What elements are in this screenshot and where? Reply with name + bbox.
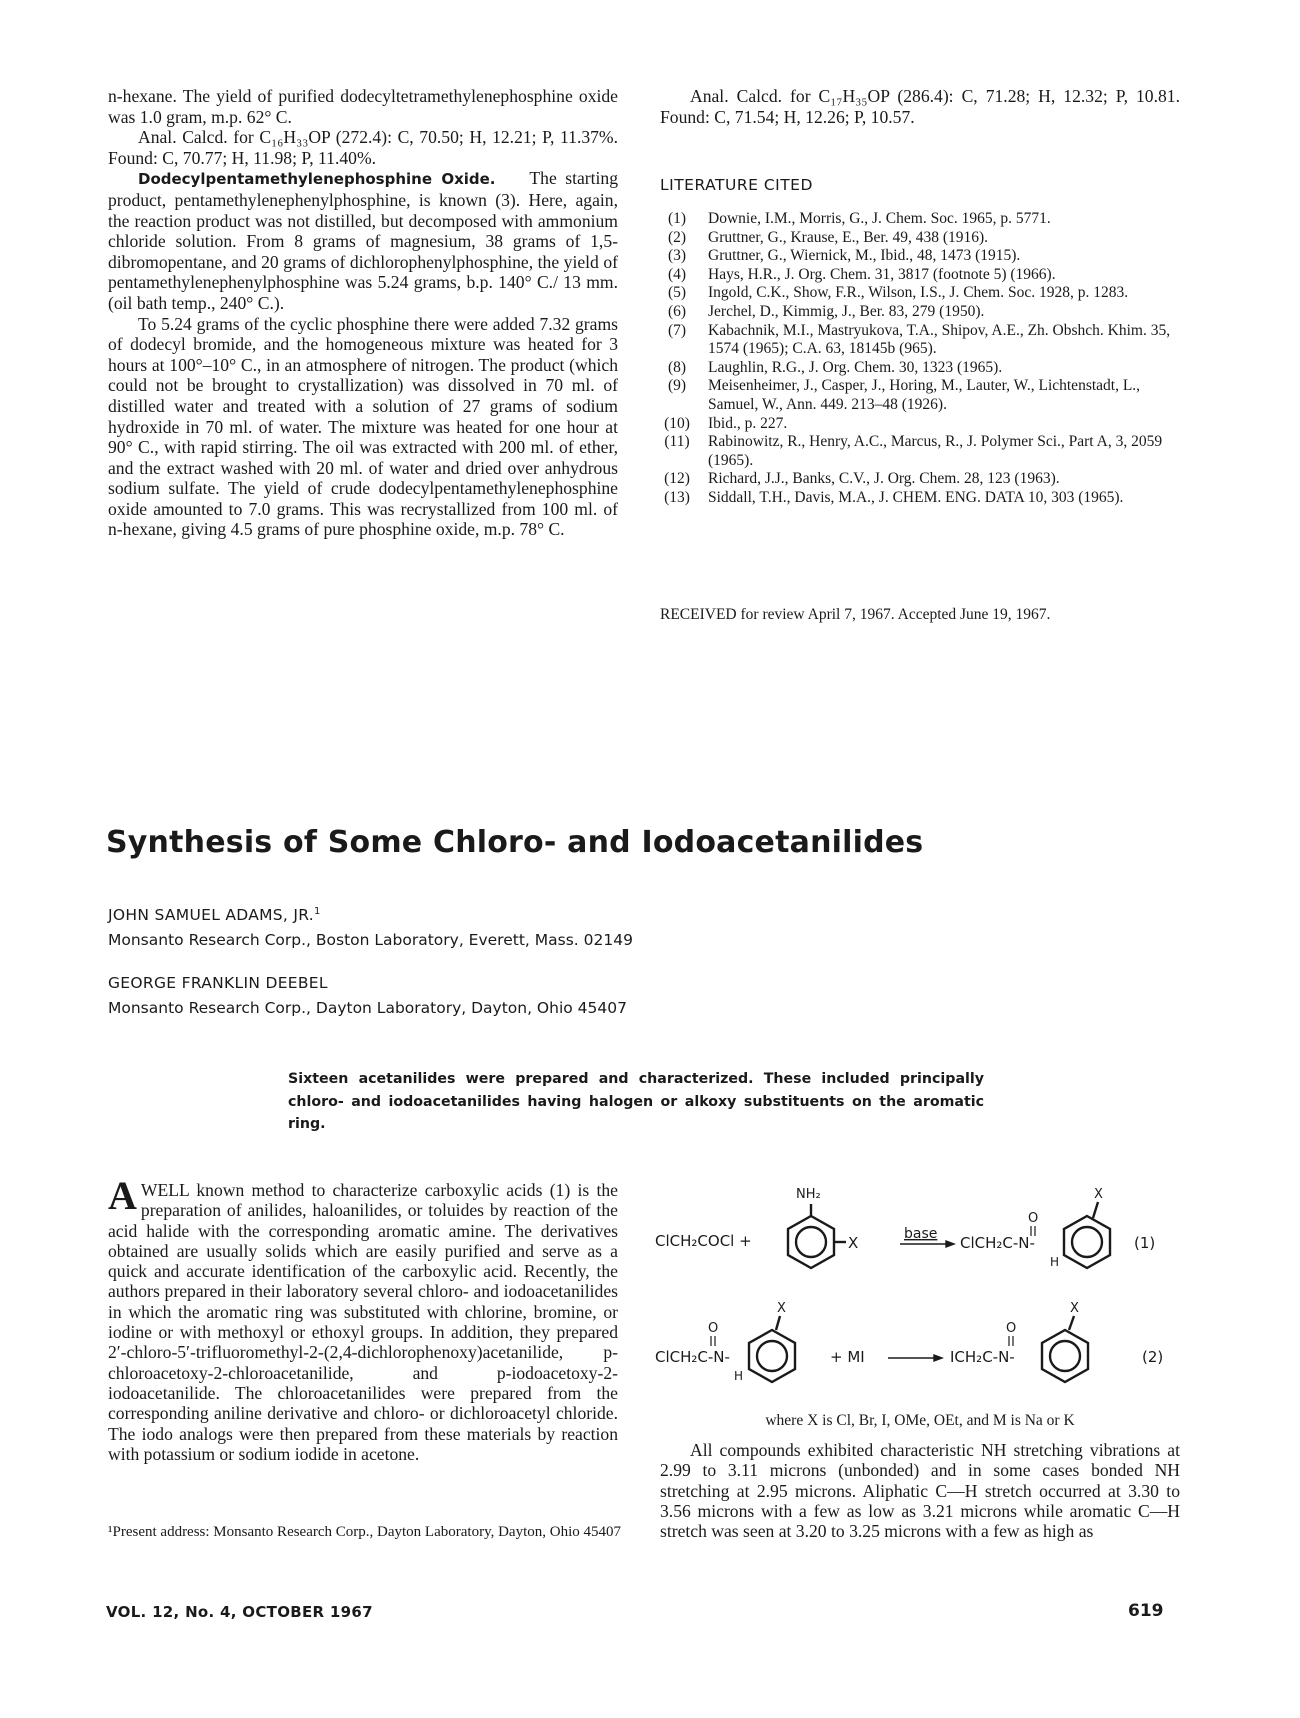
reference-number: (2): [667, 228, 687, 246]
paragraph-pentamethylene-body: The starting product, pentamethylenephenylphosphine, is known (3). Here, again, the reaction product was not distilled, but decomposed with ammonium chloride solution. From 8 grams of magnesium, 38 grams of 1,5-dibromopentane, and 20 grams of dichlorophenylphosphine, the yield of pentamethylenephenylphosphine was 5.24 grams, b.p. 140° C./ 13 mm. (oil bath temp., 240° C.).: [108, 168, 619, 313]
intro-column: [108, 1173, 618, 1464]
benzene-ring-4: [1042, 1316, 1088, 1382]
ir-paragraph-column: [660, 1440, 1180, 1541]
r2-equation-number: (2): [1142, 1348, 1164, 1366]
reference-item: [660, 229, 1180, 248]
author-2: GEORGE FRANKLIN DEEBEL: [108, 974, 328, 992]
reference-number: (8): [667, 358, 687, 376]
reference-number: (4): [667, 265, 687, 283]
reference-text: Gruttner, G., Krause, E., Ber. 49, 438 (1916).: [708, 228, 989, 246]
received-note: RECEIVED for review April 7, 1967. Accepted June 19, 1967.: [660, 606, 1051, 623]
reference-text: Rabinowitz, R., Henry, A.C., Marcus, R., J. Polymer Sci., Part A, 3, 2059 (1965).: [708, 433, 1163, 469]
r2-arrow: [888, 1355, 942, 1361]
footnote: ¹Present address: Monsanto Research Corp., Dayton Laboratory, Dayton, Ohio 45407: [108, 1524, 622, 1540]
scheme-caption: where X is Cl, Br, I, OMe, OEt, and M is Na or K: [765, 1412, 1075, 1429]
paragraph-cyclic-phosphine: To 5.24 grams of the cyclic phosphine there were added 7.32 grams of dodecyl bromide, and the homogeneous mixture was heated for 3 hours at 100°–10° C., in an atmosphere of nitrogen. The product (which could not be brought to crystallization) was dissolved in 70 ml. of distilled water and treated with a solution of 27 grams of sodium hydroxide in 70 ml. of water. The mixture was heated for one hour at 90° C., with rapid stirring. The oil was extracted with 200 ml. of ether, and the extract washed with 20 ml. of water and dried over anhydrous sodium sulfate. The yield of crude dodecylpentamethylenephosphine oxide amounted to 7.0 grams. This was recrystallized from 100 ml. of n-hexane, giving 4.5 grams of pure phosphine oxide, m.p. 78° C.: [108, 313, 618, 540]
r1-reactant: ClCH₂COCl +: [655, 1232, 752, 1250]
r2-product: ICH₂C-N-: [950, 1348, 1015, 1366]
paragraph-analysis-2: Anal. Calcd. for C₁₇H₃₅OP (286.4): C, 71.28; H, 12.32; P, 10.81. Found: C, 71.54; H, 12.26; P, 10.57.: [660, 86, 1180, 127]
reference-number: (9): [667, 377, 687, 395]
reference-text: Ingold, C.K., Show, F.R., Wilson, I.S., J. Chem. Soc. 1928, p. 1283.: [708, 284, 1129, 302]
r2-double-bond: [711, 1336, 715, 1346]
reference-item: [660, 359, 1180, 378]
r2-product-oxygen: O: [1006, 1321, 1017, 1336]
r2-plus-mi: + MI: [830, 1348, 865, 1366]
r2-reactant: ClCH₂C-N-: [655, 1348, 730, 1366]
reference-item: [660, 470, 1180, 489]
reference-number: (3): [667, 247, 687, 265]
reference-item: [660, 284, 1180, 303]
r1-equation-number: (1): [1134, 1234, 1156, 1252]
intro-text: WELL known method to characterize carboxylic acids (1) is the preparation of anilides, haloanilides, or toluides by reaction of the acid halide with the corresponding aromatic amine. The derivatives obtained are usually solids which are easily purified and serve as a quick and accurate identification of the carboxylic acid. Recently, the authors prepared in their laboratory several chloro- and iodoacetanilides in which the aromatic ring was substituted with chlorine, bromine, or iodine or with methoxyl or ethoxyl groups. In addition, they prepared 2′-chloro-5′-trifluoromethyl-2-(2,4-dichlorophenoxy)acetanilide, p-chloroacetoxy-2-chloroacetanilide, and p-iodoacetoxy-2-iodoacetanilide. The chloroacetanilides were prepared from the corresponding aniline derivative and chloro- or dichloroacetyl chloride. The iodo analogs were then prepared from these materials by reaction with potassium or sodium iodide in acetone.: [108, 1180, 618, 1464]
reference-text: Downie, I.M., Morris, G., J. Chem. Soc. 1965, p. 5771.: [708, 210, 1051, 227]
reference-text: Gruttner, G., Wiernick, M., Ibid., 48, 1473 (1915).: [708, 247, 1021, 265]
abstract: Sixteen acetanilides were prepared and characterized. These included principally chloro- and iodoacetanilides having halogen or alkoxy substituents on the aromatic ring.: [288, 1071, 984, 1132]
affiliation-1: Monsanto Research Corp., Boston Laboratory, Everett, Mass. 02149: [108, 931, 633, 949]
reference-item: [660, 322, 1180, 359]
page-number: 619: [1128, 1601, 1164, 1621]
reference-item: [660, 433, 1180, 470]
reference-number: (11): [664, 433, 690, 451]
intro-paragraph: [108, 1173, 618, 1464]
paragraph-analysis-1: Anal. Calcd. for C₁₆H₃₃OP (272.4): C, 70.50; H, 12.21; P, 11.37%. Found: C, 70.77; H, 11.98; P, 11.40%.: [108, 127, 618, 168]
reference-number: (1): [667, 210, 687, 227]
reference-number: (7): [667, 321, 687, 339]
benzene-ring-2: [1064, 1202, 1110, 1268]
paragraph-hexane-yield: n-hexane. The yield of purified dodecyltetramethylenephosphine oxide was 1.0 gram, m.p. 62° C.: [108, 86, 618, 127]
run-in-heading: Dodecylpentamethylenephosphine Oxide.: [138, 170, 496, 189]
reference-list: [660, 210, 1180, 508]
reference-item: [660, 210, 1180, 229]
author-1-footnote-mark: 1: [314, 906, 321, 917]
reference-item: [660, 415, 1180, 434]
r2-hydrogen: H: [734, 1369, 744, 1383]
paragraph-pentamethylene: [108, 168, 618, 313]
r1-base: base: [904, 1226, 938, 1242]
reference-item: [660, 266, 1180, 285]
r2-product-double-bond: [1009, 1336, 1013, 1346]
journal-issue: VOL. 12, No. 4, OCTOBER 1967: [106, 1603, 373, 1621]
drop-cap: A: [108, 1173, 137, 1218]
r2-product-x: X: [1070, 1301, 1079, 1316]
ir-paragraph: All compounds exhibited characteristic NH stretching vibrations at 2.99 to 3.11 microns (unbonded) and in some cases bonded NH stretching at 2.95 microns. Aliphatic C—H stretch occurred at 3.30 to 3.56 microns with a few as low as 3.21 microns while aromatic C—H stretch was seen at 3.20 to 3.25 microns with a few as high as: [660, 1440, 1180, 1542]
author-1: [108, 906, 321, 924]
r1-nh2: NH₂: [796, 1187, 821, 1202]
r1-product-x: X: [1094, 1187, 1103, 1202]
reaction-scheme: [650, 1182, 1190, 1412]
r2-oxygen: O: [708, 1321, 719, 1336]
reference-text: Meisenheimer, J., Casper, J., Horing, M., Lauter, W., Lichtenstadt, L., Samuel, W., Ann. 449. 213–48 (1926).: [708, 377, 1141, 413]
benzene-ring-1: [788, 1204, 846, 1268]
r1-product: ClCH₂C-N-: [960, 1234, 1035, 1252]
affiliation-2: Monsanto Research Corp., Dayton Laboratory, Dayton, Ohio 45407: [108, 999, 627, 1017]
reference-number: (6): [667, 302, 687, 320]
reference-item: [660, 377, 1180, 414]
right-column-analysis: [660, 86, 1180, 127]
reference-item: [660, 303, 1180, 322]
reference-number: (12): [664, 470, 690, 488]
r2-x: X: [777, 1301, 786, 1316]
reference-number: (10): [664, 414, 690, 432]
reference-number: (13): [664, 488, 690, 506]
author-1-name: JOHN SAMUEL ADAMS, JR.: [108, 906, 315, 925]
reference-item: [660, 489, 1180, 508]
reference-text: Richard, J.J., Banks, C.V., J. Org. Chem. 28, 123 (1963).: [708, 470, 1060, 488]
reference-text: Siddall, T.H., Davis, M.A., J. CHEM. ENG. DATA 10, 303 (1965).: [708, 488, 1124, 506]
r1-x: X: [848, 1234, 859, 1252]
r1-hydrogen: H: [1050, 1255, 1060, 1269]
r1-oxygen: O: [1028, 1211, 1039, 1226]
left-column-top: [108, 86, 618, 540]
reference-text: Jerchel, D., Kimmig, J., Ber. 83, 279 (1950).: [708, 302, 985, 320]
literature-cited-heading: LITERATURE CITED: [660, 176, 813, 194]
article-title: Synthesis of Some Chloro- and Iodoacetanilides: [106, 825, 924, 860]
reference-text: Ibid., p. 227.: [708, 414, 788, 432]
benzene-ring-3: [749, 1316, 795, 1382]
reference-number: (5): [667, 284, 687, 302]
reference-text: Kabachnik, M.I., Mastryukova, T.A., Shipov, A.E., Zh. Obshch. Khim. 35, 1574 (1965); C.A. 63, 18145b (965).: [708, 321, 1171, 358]
reference-text: Laughlin, R.G., J. Org. Chem. 30, 1323 (1965).: [708, 358, 1003, 376]
reference-text: Hays, H.R., J. Org. Chem. 31, 3817 (footnote 5) (1966).: [708, 265, 1056, 283]
reference-item: [660, 247, 1180, 266]
